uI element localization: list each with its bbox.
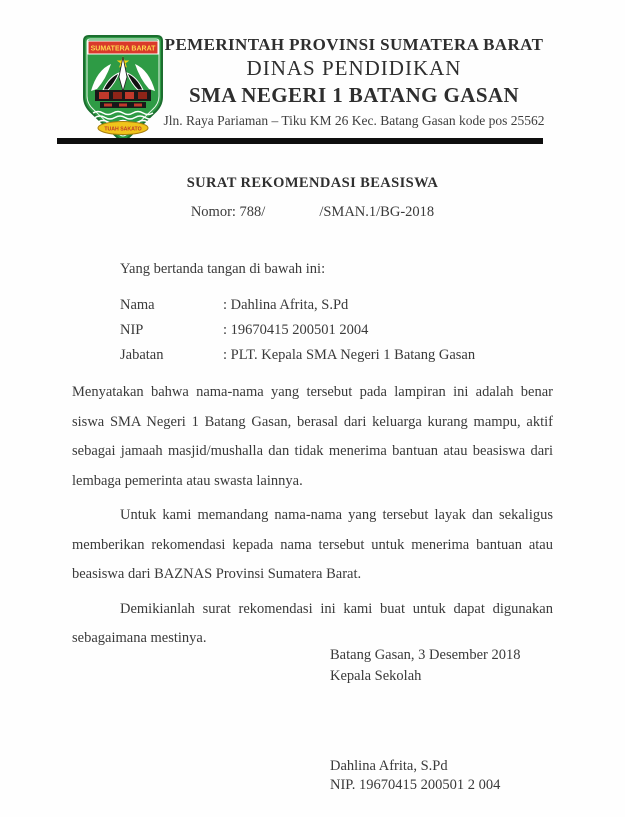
paragraph-statement: Menyatakan bahwa nama-nama yang tersebut pada lampiran ini adalah benar siswa SMA Negeri 1 Batang Gasan, berasal dari keluarga kurang mampu, aktif sebagai jamaah masjid/mushalla dan tidak menerima bantuan atau beasiswa dari lembaga pemerinta atau swasta lainnya.	[72, 384, 553, 489]
field-value: : Dahlina Afrita, S.Pd	[223, 297, 349, 313]
letter-title: SURAT REKOMENDASI BEASISWA	[186, 175, 439, 191]
opening-line: Yang bertanda tangan di bawah ini:	[120, 261, 326, 277]
paragraph-closing: Demikianlah surat rekomendasi ini kami buat untuk dapat digunakan sebagaimana mestinya.	[72, 600, 553, 646]
signature-space	[330, 687, 520, 757]
field-label: Jabatan	[120, 347, 164, 363]
letterhead	[162, 34, 546, 130]
field-row-jabatan	[72, 343, 553, 368]
letter-number-prefix: Nomor: 788/	[190, 204, 266, 220]
field-row-nama	[72, 293, 553, 318]
paragraph-recommendation: Untuk kami memandang nama-nama yang tersebut layak dan sekaligus memberikan rekomendasi kepada nama tersebut untuk menerima bantuan atau beasiswa dari BAZNAS Provinsi Sumatera Barat.	[72, 507, 553, 582]
paragraphs	[72, 378, 553, 654]
letterhead-school: SMA NEGERI 1 BATANG GASAN	[188, 83, 520, 107]
signature-place-date: Batang Gasan, 3 Desember 2018	[330, 647, 521, 663]
field-row-nip	[72, 318, 553, 343]
letterhead-government: PEMERINTAH PROVINSI SUMATERA BARAT	[164, 35, 544, 54]
signature-identity	[330, 757, 520, 795]
letter-number	[0, 204, 625, 221]
letterhead-department: DINAS PENDIDIKAN	[246, 56, 462, 80]
signature-position: Kepala Sekolah	[330, 668, 422, 684]
field-label: Nama	[120, 297, 155, 313]
sumatera-barat-emblem-icon	[78, 33, 168, 146]
emblem-ribbon-text: TUAH SAKATO	[104, 126, 142, 133]
field-label: NIP	[120, 322, 144, 338]
signature-block	[330, 645, 520, 795]
field-value: : PLT. Kepala SMA Negeri 1 Batang Gasan	[223, 347, 476, 363]
emblem-banner-text: SUMATERA BARAT	[90, 45, 156, 53]
letter-body	[72, 258, 553, 659]
field-value: : 19670415 200501 2004	[223, 322, 369, 338]
signature-nip: NIP. 19670415 200501 2 004	[330, 777, 501, 793]
signature-name: Dahlina Afrita, S.Pd	[330, 758, 448, 774]
letterhead-address: Jln. Raya Pariaman – Tiku KM 26 Kec. Batang Gasan kode pos 25562	[163, 113, 545, 128]
letter-number-suffix: /SMAN.1/BG-2018	[319, 204, 435, 220]
letterhead-divider	[57, 138, 543, 144]
